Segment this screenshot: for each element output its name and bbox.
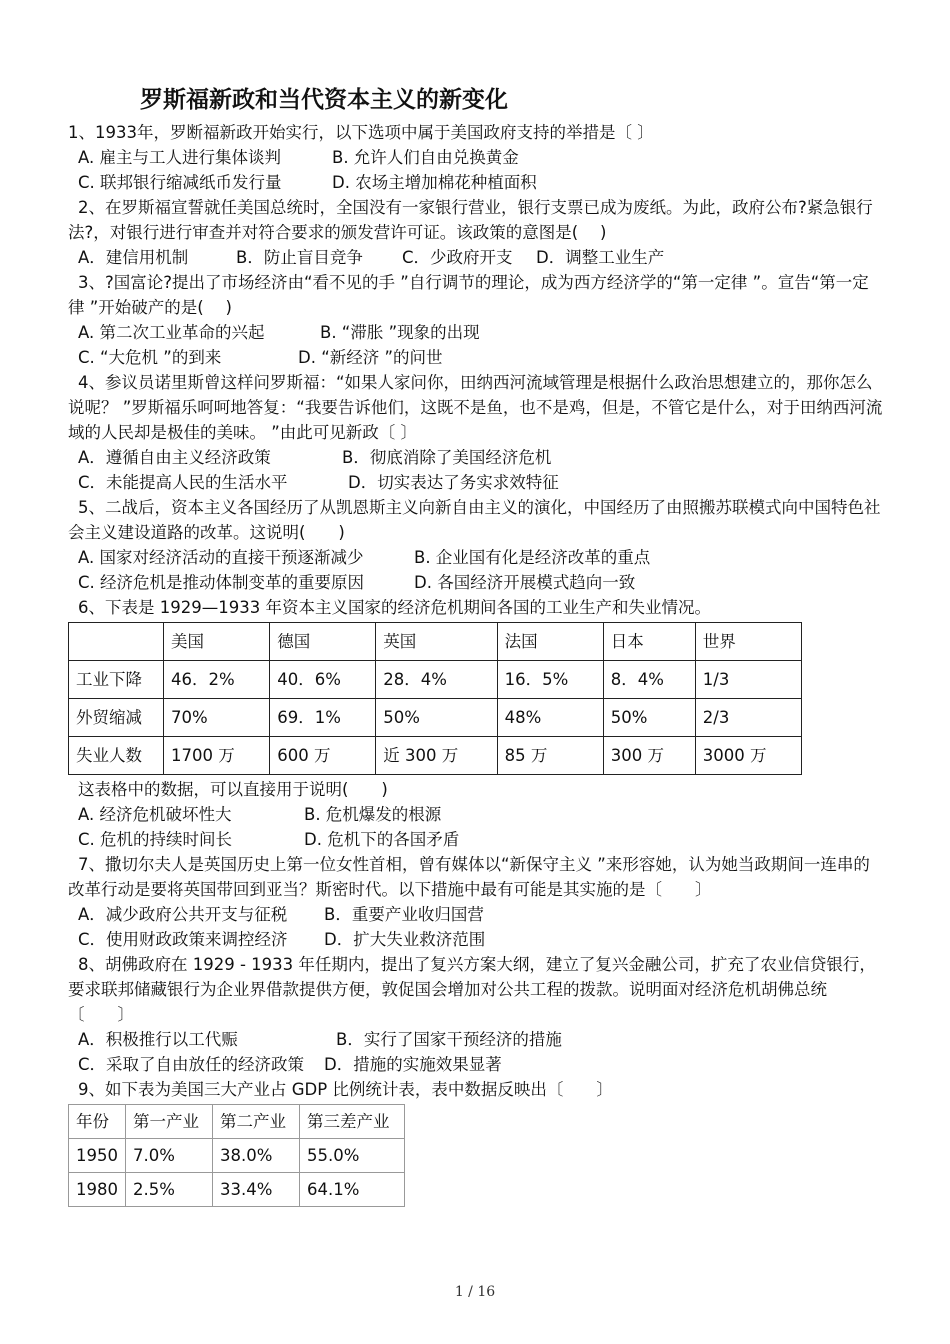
table-cell: 64.1%	[300, 1173, 405, 1207]
table-cell: 1700 万	[164, 737, 270, 775]
gdp-industry-table	[68, 1104, 405, 1207]
q2-option-b: B．防止盲目竞争	[236, 248, 363, 267]
question-5-options-row-2	[78, 570, 884, 595]
table-cell: 46．2%	[164, 661, 270, 699]
q8-option-c: C．采取了自由放任的经济政策	[78, 1055, 305, 1074]
question-5-options-row-1	[78, 545, 884, 570]
question-4-stem: 4、参议员诺里斯曾这样问罗斯福：“如果人家问你，田纳西河流域管理是根据什么政治思想建立的，那你怎么说呢？ ”罗斯福乐呵呵地答复：“我要告诉他们，这既不是鱼，也不是鸡，但是，不管它是什么，对于田纳西河流域的人民却是极佳的美味。 ”由此可见新政〔 〕	[68, 373, 883, 442]
table-cell: 40．6%	[270, 661, 376, 699]
table-cell	[69, 623, 164, 661]
q5-option-d: D. 各国经济开展模式趋向一致	[414, 573, 636, 592]
q7-option-b: B．重要产业收归国营	[324, 905, 484, 924]
question-2-options	[78, 245, 884, 270]
table-cell: 48%	[497, 699, 603, 737]
question-6-options-row-1	[78, 802, 884, 827]
question-5-stem: 5、二战后，资本主义各国经历了从凯恩斯主义向新自由主义的演化，中国经历了由照搬苏联模式向中国特色社会主义建设道路的改革。这说明( )	[68, 498, 881, 542]
table-cell: 55.0%	[300, 1139, 405, 1173]
table-cell: 美国	[164, 623, 270, 661]
table-cell: 第一产业	[126, 1105, 213, 1139]
document-page	[68, 84, 884, 1207]
question-3-options-row-1	[78, 320, 884, 345]
question-7-options-row-2	[78, 927, 884, 952]
table-cell: 1950	[69, 1139, 126, 1173]
q8-option-d: D．措施的实施效果显著	[324, 1055, 502, 1074]
crisis-data-table	[68, 622, 802, 775]
q4-option-a: A．遵循自由主义经济政策	[78, 448, 271, 467]
table-cell: 1/3	[695, 661, 801, 699]
table-cell: 33.4%	[213, 1173, 300, 1207]
table-cell: 外贸缩减	[69, 699, 164, 737]
q6-option-d: D. 危机下的各国矛盾	[304, 830, 460, 849]
q7-option-d: D．扩大失业救济范围	[324, 930, 486, 949]
question-9-stem: 9、如下表为美国三大产业占 GDP 比例统计表，表中数据反映出〔 〕	[78, 1080, 613, 1099]
q3-option-a: A. 第二次工业革命的兴起	[78, 323, 265, 342]
table-cell: 2.5%	[126, 1173, 213, 1207]
table-cell: 年份	[69, 1105, 126, 1139]
q7-option-c: C．使用财政政策来调控经济	[78, 930, 288, 949]
q4-option-d: D．切实表达了务实求效特征	[348, 473, 559, 492]
q1-option-a: A. 雇主与工人进行集体谈判	[78, 148, 281, 167]
table-header-row	[69, 623, 802, 661]
table-cell: 8．4%	[603, 661, 695, 699]
table-cell: 28．4%	[376, 661, 497, 699]
table-cell: 3000 万	[695, 737, 801, 775]
q2-option-c: C．少政府开支	[402, 248, 513, 267]
q2-option-a: A．建信用机制	[78, 248, 189, 267]
table-cell: 300 万	[603, 737, 695, 775]
table-cell: 德国	[270, 623, 376, 661]
table-cell: 工业下降	[69, 661, 164, 699]
table-cell: 600 万	[270, 737, 376, 775]
table-cell: 50%	[376, 699, 497, 737]
table-cell: 50%	[603, 699, 695, 737]
q6-option-c: C. 危机的持续时间长	[78, 830, 233, 849]
table-cell: 16．5%	[497, 661, 603, 699]
question-2-stem: 2、在罗斯福宣誓就任美国总统时，全国没有一家银行营业，银行支票已成为废纸。为此，政府公布?紧急银行法?，对银行进行审查并对符合要求的颁发营许可证。该政策的意图是( )	[68, 198, 873, 242]
q5-option-b: B. 企业国有化是经济改革的重点	[414, 548, 651, 567]
q4-option-b: B．彻底消除了美国经济危机	[342, 448, 552, 467]
table-cell: 第三差产业	[300, 1105, 405, 1139]
q1-option-c: C. 联邦银行缩减纸币发行量	[78, 173, 282, 192]
q1-option-b: B. 允许人们自由兑换黄金	[332, 148, 519, 167]
table-cell: 1980	[69, 1173, 126, 1207]
table-cell: 69．1%	[270, 699, 376, 737]
q1-option-d: D. 农场主增加棉花种植面积	[332, 173, 537, 192]
q5-option-c: C. 经济危机是推动体制变革的重要原因	[78, 573, 365, 592]
table-row	[69, 661, 802, 699]
table-cell: 近 300 万	[376, 737, 497, 775]
table-cell: 英国	[376, 623, 497, 661]
table-header-row	[69, 1105, 405, 1139]
q3-option-d: D. “新经济 ”的问世	[298, 348, 443, 367]
table-cell: 38.0%	[213, 1139, 300, 1173]
table-row	[69, 737, 802, 775]
q5-option-a: A. 国家对经济活动的直接干预逐渐减少	[78, 548, 364, 567]
question-8-options-row-2	[78, 1052, 884, 1077]
q2-option-d: D．调整工业生产	[536, 248, 665, 267]
question-6-followup: 这表格中的数据，可以直接用于说明( )	[78, 780, 388, 799]
question-4-options-row-1	[78, 445, 884, 470]
q4-option-c: C．未能提高人民的生活水平	[78, 473, 288, 492]
question-8-options-row-1	[78, 1027, 884, 1052]
question-1-stem: 1、1933年，罗断福新政开始实行，以下选项中属于美国政府支持的举措是〔 〕	[68, 123, 654, 142]
question-1-options-row-2	[78, 170, 884, 195]
table-cell: 第二产业	[213, 1105, 300, 1139]
q3-option-c: C. “大危机 ”的到来	[78, 348, 222, 367]
table-cell: 法国	[497, 623, 603, 661]
question-8-stem: 8、胡佛政府在 1929 - 1933 年任期内，提出了复兴方案大纲，建立了复兴金融公司，扩充了农业信贷银行，要求联邦储藏银行为企业界借款提供方便，敦促国会增加对公共工程的拨款。说明面对经济危机胡佛总统〔 〕	[68, 955, 876, 1024]
document-title: 罗斯福新政和当代资本主义的新变化	[140, 87, 508, 113]
q6-option-a: A. 经济危机破坏性大	[78, 805, 232, 824]
table-cell: 失业人数	[69, 737, 164, 775]
question-7-stem: 7、撒切尔夫人是英国历史上第一位女性首相，曾有媒体以“新保守主义 ”来形容她，认为她当政期间一连串的改革行动是要将英国带回到亚当？斯密时代。以下措施中最有可能是其实施的是〔 〕	[68, 855, 870, 899]
question-3-options-row-2	[78, 345, 884, 370]
q7-option-a: A．减少政府公共开支与征税	[78, 905, 288, 924]
question-6-options-row-2	[78, 827, 884, 852]
table-cell: 85 万	[497, 737, 603, 775]
table-cell: 世界	[695, 623, 801, 661]
table-row	[69, 1173, 405, 1207]
q6-option-b: B. 危机爆发的根源	[304, 805, 442, 824]
table-cell: 7.0%	[126, 1139, 213, 1173]
table-cell: 日本	[603, 623, 695, 661]
table-row	[69, 699, 802, 737]
question-6-stem: 6、下表是 1929—1933 年资本主义国家的经济危机期间各国的工业生产和失业情况。	[78, 598, 711, 617]
q8-option-b: B．实行了国家干预经济的措施	[336, 1030, 562, 1049]
question-1-options-row-1	[78, 145, 884, 170]
q3-option-b: B. “滞胀 ”现象的出现	[320, 323, 480, 342]
q8-option-a: A．积极推行以工代赈	[78, 1030, 238, 1049]
table-row	[69, 1139, 405, 1173]
table-cell: 2/3	[695, 699, 801, 737]
question-4-options-row-2	[78, 470, 884, 495]
question-7-options-row-1	[78, 902, 884, 927]
question-3-stem: 3、?国富论?提出了市场经济由“看不见的手 ”自行调节的理论，成为西方经济学的“第一定律 ”。宣告“第一定律 ”开始破产的是( )	[68, 273, 869, 317]
table-cell: 70%	[164, 699, 270, 737]
page-number: 1 / 16	[454, 1284, 496, 1300]
